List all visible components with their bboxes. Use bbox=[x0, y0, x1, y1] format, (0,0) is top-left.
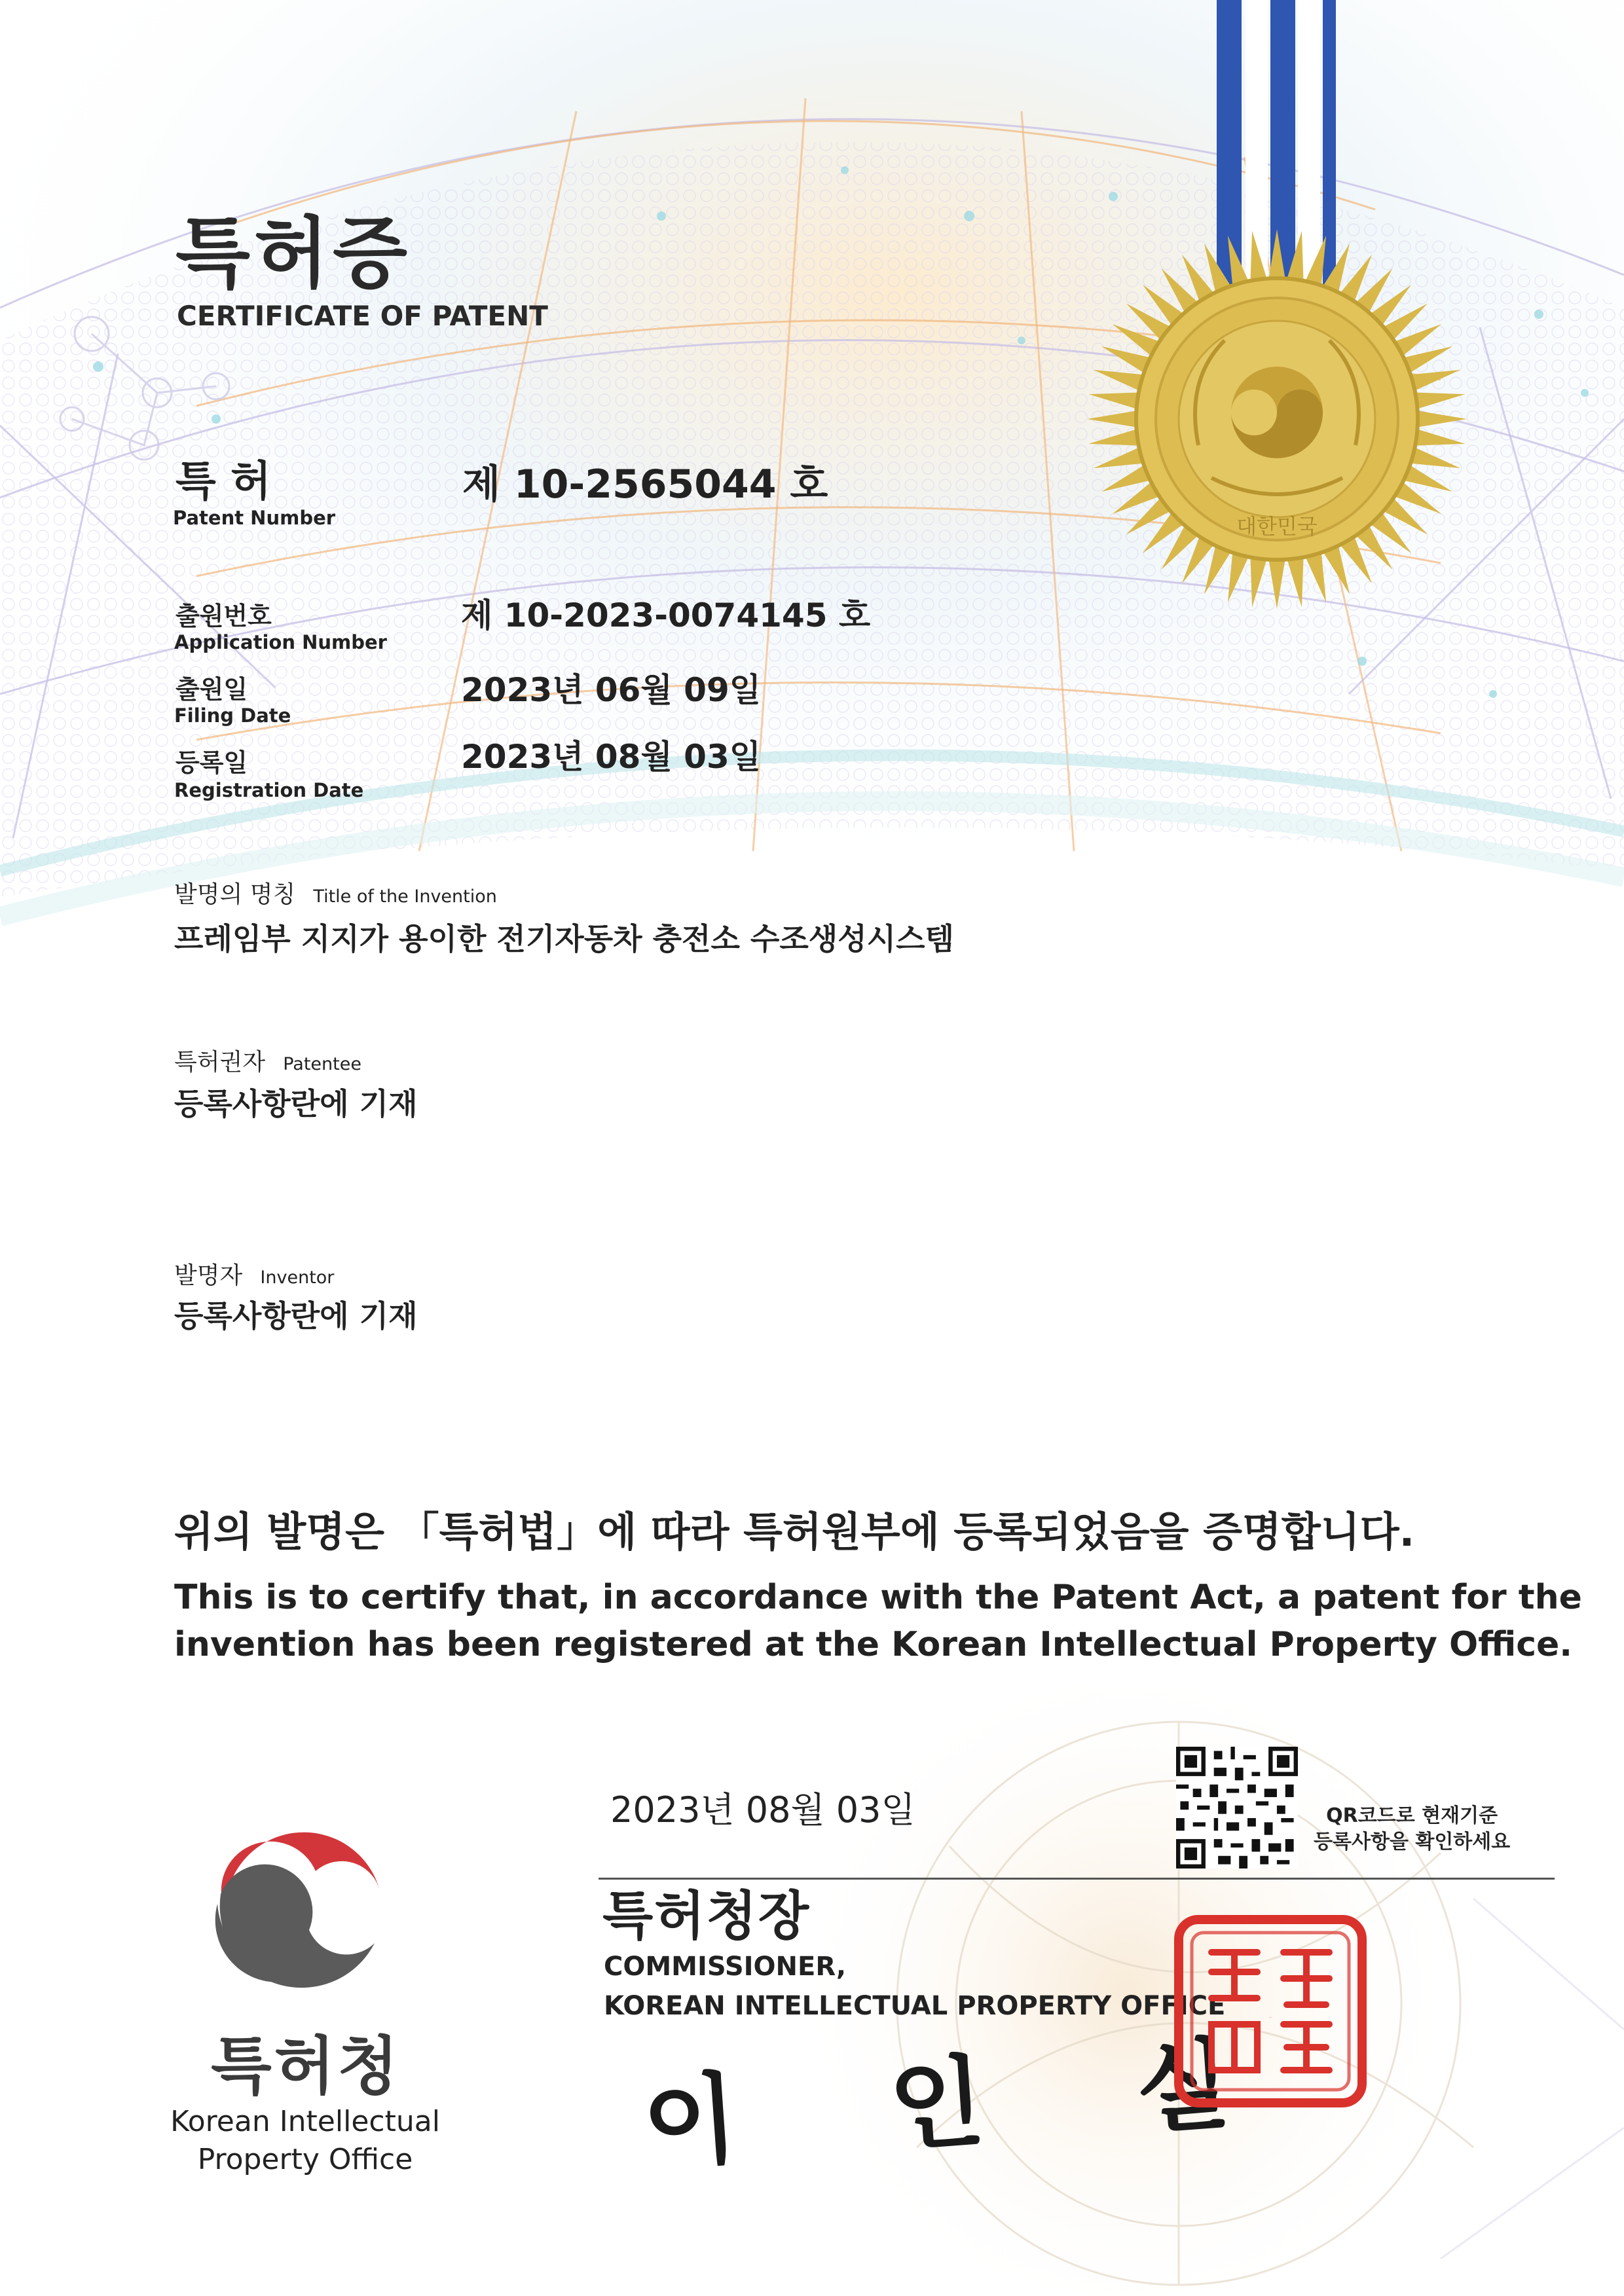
invention-title-label-en: Title of the Invention bbox=[313, 886, 497, 907]
patentee-value: 등록사항란에 기재 bbox=[174, 1086, 418, 1121]
filing-date-label-ko: 출원일 bbox=[175, 675, 248, 704]
application-number-label-en: Application Number bbox=[174, 631, 387, 653]
certificate-title-en: CERTIFICATE OF PATENT bbox=[177, 300, 548, 332]
patentee-labels bbox=[174, 1044, 361, 1077]
inventor-label-en: Inventor bbox=[260, 1267, 335, 1288]
office-name-en bbox=[161, 2103, 449, 2179]
office-name-en-line1: Korean Intellectual bbox=[170, 2105, 440, 2138]
qr-note bbox=[1314, 1803, 1510, 1855]
inventor-labels bbox=[174, 1257, 334, 1290]
filing-date-value: 2023년 06월 09일 bbox=[461, 671, 762, 709]
office-name-en-line2: Property Office bbox=[197, 2143, 413, 2176]
office-name-ko: 특허청 bbox=[211, 2030, 401, 2103]
certification-text-en bbox=[174, 1574, 1582, 1668]
inventor-label-ko: 발명자 bbox=[174, 1262, 243, 1289]
application-number-label-ko: 출원번호 bbox=[175, 602, 272, 630]
invention-title-labels bbox=[174, 876, 497, 909]
patent-number-label-en: Patent Number bbox=[173, 507, 336, 529]
certification-text-en-line2: invention has been registered at the Korean Intellectual Property Office. bbox=[174, 1625, 1573, 1664]
commissioner-signature: 이 인 실 bbox=[638, 2022, 1293, 2183]
qr-note-line2: 등록사항을 확인하세요 bbox=[1314, 1831, 1511, 1853]
patentee-label-ko: 특허권자 bbox=[174, 1049, 266, 1076]
registration-date-label-en: Registration Date bbox=[174, 779, 364, 801]
qr-code[interactable] bbox=[1176, 1747, 1298, 1868]
medal-text: 대한민국 bbox=[1236, 514, 1318, 539]
official-red-seal bbox=[1172, 1913, 1369, 2109]
patent-number-label-ko: 특 허 bbox=[175, 458, 271, 506]
certification-text-en-line1: This is to certify that, in accordance with the Patent Act, a patent for the bbox=[174, 1578, 1582, 1617]
certificate-title-ko: 특허증 bbox=[175, 208, 411, 299]
commissioner-title-ko: 특허청장 bbox=[602, 1886, 811, 1946]
invention-title-value: 프레임부 지지가 용이한 전기자동차 충전소 수조생성시스템 bbox=[174, 921, 954, 957]
patentee-label-en: Patentee bbox=[283, 1054, 361, 1074]
gold-medal-seal bbox=[1074, 223, 1480, 615]
filing-date-label-en: Filing Date bbox=[174, 704, 291, 727]
kipo-logo-icon bbox=[204, 1799, 401, 1995]
application-number-value: 제 10-2023-0074145 호 bbox=[461, 596, 871, 634]
registration-date-value: 2023년 08월 03일 bbox=[461, 738, 762, 776]
patent-number-value: 제 10-2565044 호 bbox=[462, 462, 828, 507]
issue-date: 2023년 08월 03일 bbox=[610, 1789, 915, 1831]
invention-title-label-ko: 발명의 명칭 bbox=[174, 881, 296, 908]
certification-text-ko: 위의 발명은 「특허법」에 따라 특허원부에 등록되었음을 증명합니다. bbox=[174, 1508, 1415, 1556]
commissioner-title-en-line2: KOREAN INTELLECTUAL PROPERTY OFFICE bbox=[604, 1991, 1226, 2021]
commissioner-title-en-line1: COMMISSIONER, bbox=[604, 1952, 847, 1982]
qr-note-line1: QR코드로 현재기준 bbox=[1326, 1804, 1498, 1827]
registration-date-label-ko: 등록일 bbox=[175, 748, 248, 777]
inventor-value: 등록사항란에 기재 bbox=[174, 1298, 418, 1334]
